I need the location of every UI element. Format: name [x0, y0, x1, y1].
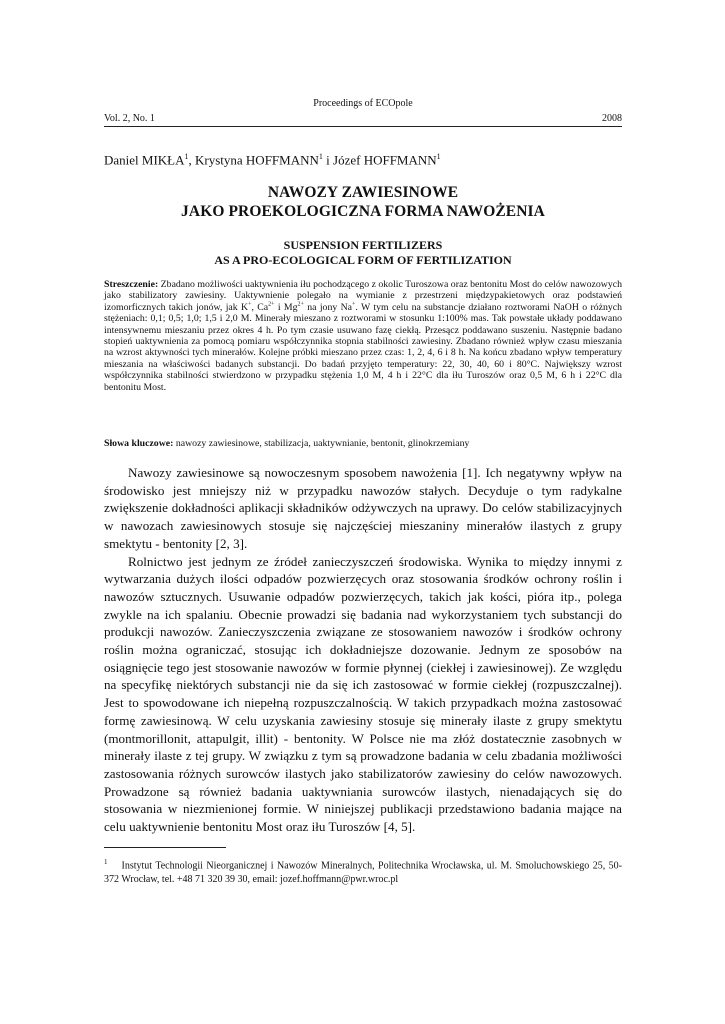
title-english-line-1: SUSPENSION FERTILIZERS	[283, 238, 443, 252]
keywords	[104, 438, 622, 450]
title-english-line-2: AS A PRO-ECOLOGICAL FORM OF FERTILIZATION	[214, 253, 512, 267]
publication-year: 2008	[602, 113, 622, 124]
body-text	[104, 464, 622, 836]
body-paragraph-2: Rolnictwo jest jednym ze źródeł zanieczyszczeń środowiska. Wynika to między innymi z wytwarzania dużych ilości odpadów pozwierzęcych oraz stosowania środków ochrony roślin i nawozów sztucznych. Usuwanie odpadów pozwierzęcych, takich jak kości, pióra itp., polega zwykle na ich spalaniu. Obecnie prowadzi się badania nad wykorzystaniem tych substancji do produkcji nawozów. Zanieczyszczenia związane ze stosowaniem nawozów i środków ochrony roślin można ograniczać, stosując ich dokładniejsze dozowanie. Jednym ze sposobów na osiągnięcie tego jest stosowanie nawozów w formie płynnej (ciekłej i zawiesinowej). Ze względu na specyfikę niektórych substancji nie da się ich zastosować w formie ciekłej (rozpuszczalnej). Jest to spowodowane ich niepełną rozpuszczalnością. W takich przypadkach można zastosować formę zawiesinową. W celu uzyskania zawiesiny stosuje się minerały ilaste z grupy smektytu (montmorillonit, attapulgit, illit) - bentonity. W Polsce nie ma złóż dostatecznie zasobnych w minerały ilaste z tej grupy. W związku z tym są prowadzone badania w celu zbadania możliwości zastosowania różnych surowców ilastych jako stabilizatorów zawiesiny do celów nawozowych. Prowadzone są również badania uaktywniania surowców ilastych, nienadających się do stosowania w niezmienionej formie. W niniejszej publikacji przedstawiono badania mające na celu uaktywnienie bentonitu Most oraz iłu Turoszów [4, 5].	[104, 553, 622, 835]
author-1: Daniel MIKŁA	[104, 152, 185, 168]
keywords-text: nawozy zawiesinowe, stabilizacja, uaktywnianie, bentonit, glinokrzemiany	[173, 438, 470, 449]
author-3-affiliation: 1	[436, 152, 441, 161]
header-rule	[104, 126, 622, 127]
abstract-text-4: na jony Na	[303, 301, 352, 313]
ion-charge-k: +	[248, 301, 252, 308]
title-polish	[104, 183, 622, 221]
author-3: Józef HOFFMANN	[333, 152, 437, 168]
footnote-mark: 1	[104, 858, 108, 866]
title-polish-line-1: NAWOZY ZAWIESINOWE	[267, 184, 459, 201]
abstract	[104, 279, 622, 393]
ion-charge-na: +	[352, 301, 356, 308]
author-conjunction: i	[322, 152, 334, 168]
volume-number: Vol. 2, No. 1	[104, 113, 155, 124]
footnote-rule	[104, 847, 226, 848]
body-paragraph-1: Nawozy zawiesinowe są nowoczesnym sposobem nawożenia [1]. Ich negatywny wpływ na środowisko jest mniejszy niż w przypadku nawozów stałych. Decyduje o tym radykalne zwiększenie dokładności aplikacji składników odżywczych na uprawy. Do celów stabilizacyjnych w nawozach zawiesinowych stosuje się najczęściej mieszaniny minerałów ilastych z grupy smektytu - bentonity [2, 3].	[104, 465, 622, 551]
footnote	[104, 855, 622, 887]
author-1-affiliation: 1	[184, 152, 189, 161]
running-title: Proceedings of ECOpole	[313, 98, 413, 109]
abstract-text-1: Zbadano możliwości uaktywnienia iłu pochodzącego z okolic Turoszowa oraz bentonitu Most do celów nawozowych jako stabilizatory zawiesiny. Uaktywnienie polegało na wymianie z przestrzeni międzypakietowych oraz podstawień izomorficznych takich jonów, jak K	[104, 279, 622, 313]
abstract-text-3: i Mg	[274, 301, 298, 313]
author-2-affiliation: 1	[318, 152, 323, 161]
author-list	[104, 152, 622, 168]
abstract-text-5: . W tym celu na substancje działano roztworami NaOH o różnych stężeniach: 0,1; 0,5; 1,0; 1,5 i 2,0 M. Minerały mieszano z roztworami w stosunku 1:100% mas. Tak powstałe układy poddawano intensywnemu mieszaniu przez okres 4 h. Po tym czasie usuwano fazę ciekłą. Przesącz poddawano suszeniu. Następnie badano stopień uaktywnienia za pomocą pomiaru współczynnika stopnia stabilności zawiesiny. Zbadano również wpływ czasu mieszania na wzrost aktywności tych minerałów. Kolejne próbki mieszano przez czas: 1, 2, 4, 6 i 8 h. Na końcu zbadano wpływ temperatury mieszania na właściwości badanych substancji. Do badań przyjęto temperatury: 22, 30, 40, 60 i 80°C. Największy wzrost współczynnika stabilności stwierdzono w przypadku stężenia 1,0 M, 4 h i 22°C dla iłu Turoszów oraz 0,5 M, 6 h i 22°C dla bentonitu Most.	[104, 301, 623, 393]
ion-charge-ca: 2+	[268, 301, 275, 308]
title-polish-line-2: JAKO PROEKOLOGICZNA FORMA NAWOŻENIA	[181, 203, 545, 220]
title-english	[104, 238, 622, 268]
volume-line	[104, 113, 622, 124]
footnote-text: Instytut Technologii Nieorganicznej i Nawozów Mineralnych, Politechnika Wrocławska, ul. M. Smoluchowskiego 25, 50-372 Wrocław, tel. +48 71 320 39 30, email: jozef.hoffmann@pwr.wroc.pl	[104, 860, 622, 886]
ion-charge-mg: 2+	[297, 301, 304, 308]
keywords-label: Słowa kluczowe:	[104, 438, 174, 449]
author-separator: ,	[188, 152, 196, 168]
abstract-text-2: , Ca	[251, 301, 269, 313]
author-2: Krystyna HOFFMANN	[195, 152, 319, 168]
abstract-label: Streszczenie:	[104, 279, 159, 290]
